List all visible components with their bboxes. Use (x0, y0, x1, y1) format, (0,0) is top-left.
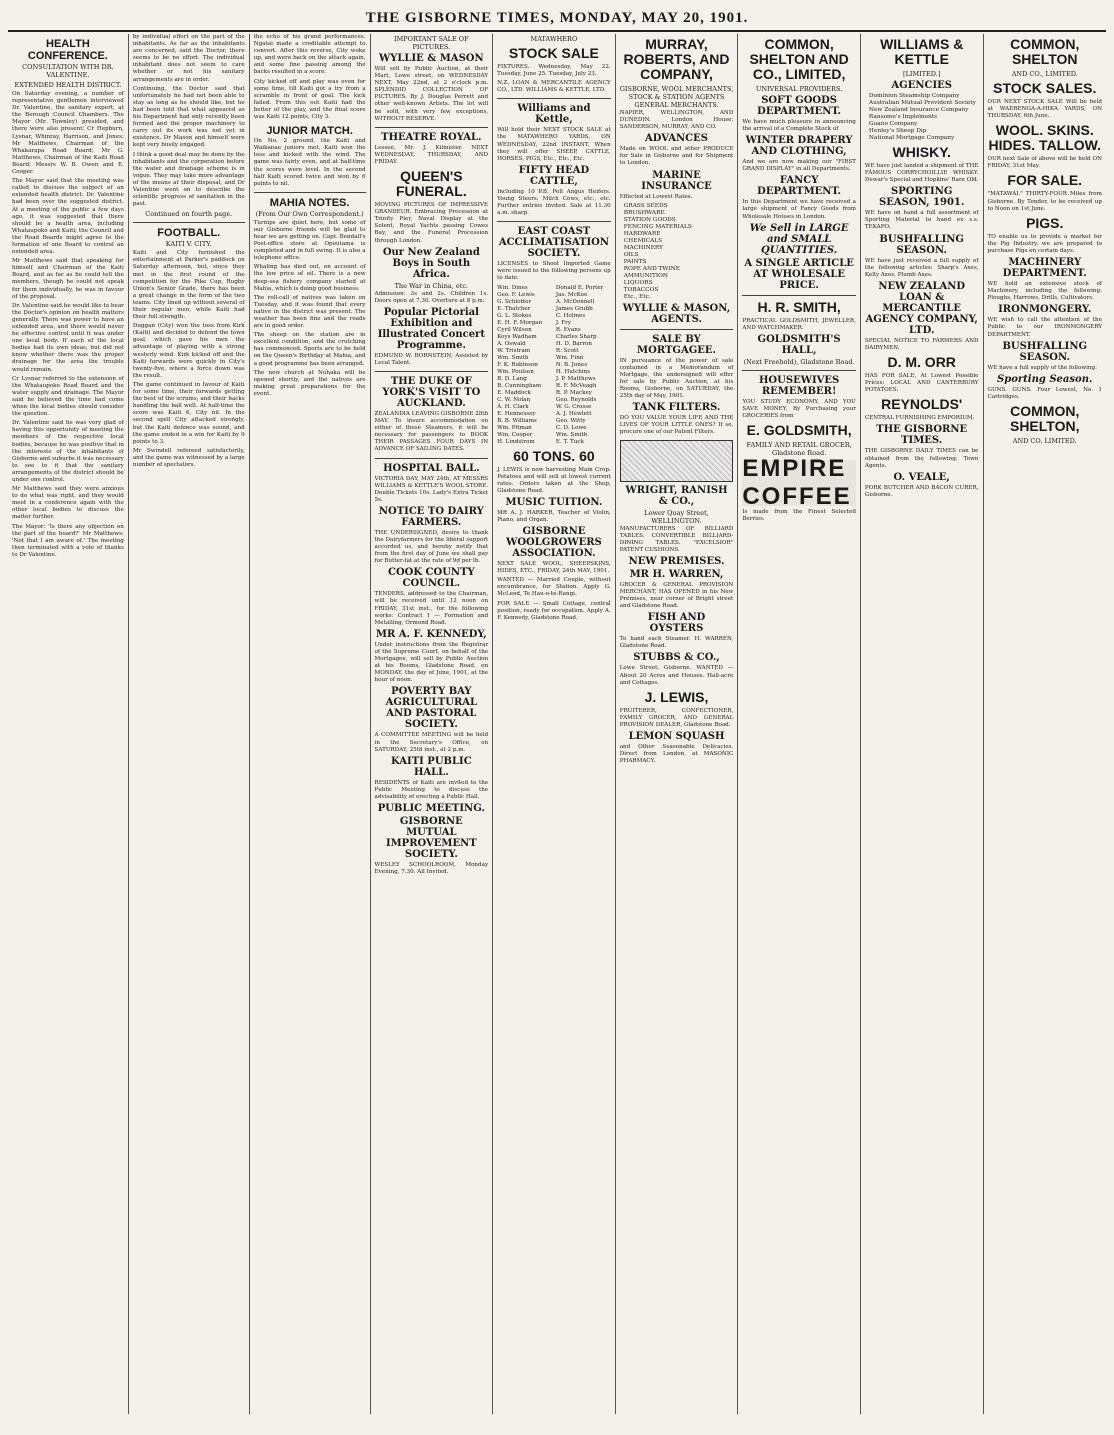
ad-subtitle: [LIMITED.] (903, 70, 941, 78)
article-paragraph: City kicked off and play was even for some time, till Kaiti got a try from a scramble in front of goal. The kick failed. From this out Kaiti had the better of the play, and the final score was Kaiti 12 points, City 3. (253, 78, 366, 121)
ad-text: FOR SALE — Small Cottage, central position, ready for occupation. Apply A. F. Kennedy, Gladstone Road. (497, 600, 611, 621)
ad-title: THEATRE ROYAL. (381, 131, 482, 143)
ad-text: SPECIAL NOTICE TO FARMERS AND DAIRYMEN. (864, 337, 979, 351)
ad-text: OUR NEXT STOCK SALE Will be held at WAERENGA-A-HIKA YARDS, ON THURSDAY, 6th June. (987, 99, 1102, 120)
ad-big-title: FOR SALE. (1007, 172, 1083, 189)
ad-text: NEXT SALE WOOL, SHEEPSKINS, HIDES, ETC., FRIDAY, 24th MAY, 1901. (497, 561, 611, 575)
headline: JUNIOR MATCH. (266, 125, 353, 138)
ad-text: ZEALANDIA LEAVING GISBORNE 28th MAY. To insure accommodation on either of these Steamers, it will be necessary for passengers to BOOK THEIR PASSAGES FOUR DAYS IN ADVANCE OF SAILING DATES. (374, 410, 489, 453)
ad-text: WANTED — Married Couple, without encumbrance, for Station. Apply G. McLeod, Te Hau-o-te-Rangi. (497, 577, 611, 598)
ad-title: COOK COUNTY COUNCIL. (387, 567, 475, 590)
divider (497, 98, 611, 99)
columns (8, 34, 1106, 1414)
ad-text: Including 10 P.B. Poll Angus Heifers. Young Steers. Milch Cows, etc., etc. Further entries invited. Sale at 11.30 a.m. sharp. (497, 188, 611, 217)
column-9 (984, 34, 1106, 1414)
ad-title: O. VEALE, (893, 471, 950, 483)
ad-text: THE GISBORNE DAILY TIMES can be obtained from the following: Town Agents. (864, 448, 979, 469)
ad-text: And we are now making our "FIRST GRAND DISPLAY" in all Departments. (742, 159, 856, 173)
ad-text: WE wish to call the attention of the Public to our IRONMONGERY DEPARTMENT. (987, 317, 1102, 338)
ad-big-title: J. LEWIS, (644, 688, 709, 705)
ad-big-title: COMMON, SHELTON (1010, 36, 1080, 67)
ad-text: GUNS. GUNS. Four Lowest, No. 1 Cartridges. (987, 386, 1102, 400)
billiard-table-illustration (620, 440, 734, 482)
ad-title: BUSHFALLING SEASON. (1002, 340, 1088, 363)
headline: MAHIA NOTES. (269, 196, 350, 209)
column-6 (616, 34, 739, 1414)
ad-text: WE have just landed a shipment of THE FAMOUS CORRYCHOILLIE WHISKY. Dewar's Special and Hopkins' Rare Old. (864, 163, 979, 184)
ad-text: WE hold an extensive stock of Machinery, including the following: Ploughs, Harrows, Drills, Cultivators. (987, 281, 1102, 302)
divider (375, 458, 489, 459)
license-names-left: Wm. Dines Geo. F. Lewis G. Schlotter E. Thatcher G. L. Stokes E. H. F. Morgan Cyril Wilson Keys Wadham A. Oswald W. Tristram Wm. Smith F. K. Robinson Wm. Poulsen B. D. Lang R. Cunningham E. Maddock C. W. Nolan A. H. Clark E. Hennessey B. B. Williams Wm. Pitman Wm. Cooper H. Lindstrom (497, 284, 543, 445)
ad-text: TENDERS, addressed to the Chairman, will be received until 12 noon on FRIDAY, 31st inst., for the following works: Contract 1 — Formation and Metalling, Ormond Road. (374, 591, 489, 626)
ad-text: Under instructions from the Registrar of the Supreme Court, on behalf of the Mortgagee, will sell by Public Auction at his Rooms, Gladstone Road, on MONDAY, the day of June, 1901, at the hour of noon. (374, 641, 489, 684)
article-paragraph: Cr Lysnar referred to the extension of the Whataupoko Road Board and the water supply and drainage. The Mayor said he believed the time had come when the local bodies should consider the question. (12, 375, 124, 418)
ad-subtitle: (Next Freehold), Gladstone Road. (743, 357, 855, 366)
divider (375, 127, 489, 128)
ad-big-title: COMMON, SHELTON AND CO., LIMITED, (749, 36, 849, 82)
ad-text: PRACTICAL GOLDSMITH, JEWELLER, AND WATCHMAKER. (742, 317, 856, 331)
article-paragraph: Continuing, the Doctor said that unfortunately he had not been able to stay as long as he should like, but he had been told that what appeared as his Department had only recently been formed and the proper machinery to carry out its work was not yet in existence. Dr Mason and himself were kept very busily engaged. (132, 85, 245, 149)
article-paragraph: Mr Matthews said they were anxious to do what was right, and they would meet in a conference again with the other local bodies to discuss the matter further. (12, 486, 124, 521)
ad-title: BUSHFALLING SEASON. (879, 233, 964, 256)
ad-title: AGENCIES (891, 80, 952, 91)
column-7 (738, 34, 861, 1414)
ad-text: MR A. J. HARKER, Teacher of Violin, Piano, and Organ. (497, 509, 611, 523)
ad-text: Will sell by Public Auction, at their Mart, Lowe street, on WEDNESDAY NEXT, May 22nd, at 2 o'clock p.m. SPLENDID COLLECTION OF PICTURES. By J. Douglas Perrett and other well-known Artists. The lot will be sold, with very few exceptions, WITHOUT RESERVE. (374, 66, 489, 122)
ad-big-title: D. M. ORR (887, 354, 956, 371)
ad-title: STUBBS & CO., (633, 652, 720, 664)
ad-title: NOTICE TO DAIRY FARMERS. (378, 505, 484, 528)
article-paragraph: On No. 2 ground, the Kaiti and Waikanae juniors met. Kaiti won the toss and kicked with the wind. The game was fairly even, and at half-time the scores were level. In the second half Kaiti scored twice and won by 6 points to nil. (253, 138, 366, 187)
ad-title: GOLDSMITH'S HALL, (757, 333, 841, 356)
ad-text: FIXTURES. Wednesday, May 22. Tuesday, June 25. Tuesday, July 23. (497, 64, 611, 78)
article-paragraph: The new church at Nuhaka will be opened shortly, and the natives are making great preparations for the event. (253, 369, 366, 397)
article-paragraph: On Saturday evening, a number of representative gentlemen interviewed Dr. Valentine, the sanitary expert, at the Borough Council Chambers. The Mayor (Mr. Townley) presided, and there were also present: Cr Hepburn, Lysnar, Whinray, Harrison, and Jones; Mr Matthews, Chairman of the Whakarapa Road Board; Mr G. Matthews, Chairman of the Kaiti Road Board; Messrs W. B. Owen and E. Cooper. (12, 91, 124, 176)
subheading: CONSULTATION WITH DR. VALENTINE. (22, 63, 114, 79)
ad-big-title: WHISKY. (892, 144, 951, 160)
ad-title: MACHINERY DEPARTMENT. (1002, 257, 1087, 280)
article-paragraph: Mr Matthews said that speaking for himself and Chairman of the Kaiti Board, and as far as he could tell the members, though he could not speak for them individually, he was in favour of the proposal. (12, 258, 124, 300)
ad-text: "MATAWAI." THIRTY-FOUR Miles from Gisborne. By Tender, to be received up to Noon on 1st June. (987, 191, 1102, 212)
article-paragraph: The sheep on the station are in excellent condition, and the crutching has commenced. Sports are to be held on the Queen's Birthday at Mahia, and a good programme has been arranged. (253, 332, 366, 367)
ad-big-title: PIGS. (1026, 214, 1064, 231)
ad-subtitle: AND CO. LIMITED. (1012, 436, 1077, 445)
ad-title: HOUSEWIVES REMEMBER! (758, 374, 840, 397)
ad-text: DO YOU VALUE YOUR LIFE AND THE LIVES OF YOUR LITTLE ONES? If so, procure one of our Patent Filters. (619, 415, 734, 436)
ad-title: MUSIC TUITION. (505, 496, 603, 508)
article-paragraph: The Mayor: 'Is there any objection on the part of the board?' Mr Matthews: 'Not that I am aware of.' The meeting then terminated with a vote of thanks to Dr Valentine. (12, 523, 124, 558)
ad-subtitle: The War in China, etc. (394, 281, 469, 290)
ad-text: EDMUND W. BORNSTEIN, Assisted by Local Talent. (374, 352, 489, 366)
divider (133, 222, 245, 223)
ad-text: THE UNDERSIGNED, desire to thank the Dairyfarmers for the liberal support accorded us, and hereby notify that from the first day of June we shall pay for Butter-fat at the rate of 9d per lb. (374, 529, 489, 565)
ad-title: Williams and Kettle, (517, 103, 591, 126)
article-paragraph: The Mayor said that the meeting was called to discuss the subject of an extended health district. Dr. Valentine had been over the suggested district. At a meeting of the public a few days ago, it was suggested that there should be a health area, including Whataupoko and Kaiti; the Council and the Road Boards might agree to the formation of one Board to control an extended area. (12, 178, 124, 256)
ad-big-title: REYNOLDS' (881, 396, 963, 413)
ad-title: SPORTING SEASON, 1901. (879, 186, 965, 209)
article-paragraph: by individual effort on the part of the inhabitants. As far as the inhabitants are concerned, said the Doctor, there seems to be no effort. The individual inhabitant does not seem to care whether or not his sanitary arrangements are in order. (132, 34, 245, 83)
ad-text: Effected at Lowest Rates. (619, 193, 693, 200)
ad-title: Popular Pictorial Exhibition and Illustrated Concert Programme. (377, 306, 485, 351)
ad-title: IRONMONGERY. (998, 304, 1092, 316)
ad-title: THE GISBORNE TIMES. (876, 424, 968, 447)
ad-title: Sporting Season. (997, 373, 1093, 385)
ad-text: Admission: 3s and 2s. Children 1s. Doors open at 7.30. Overture at 8 p.m. (374, 290, 489, 304)
ad-big-title: STOCK SALES. (993, 80, 1097, 96)
ad-big-title: E. GOLDSMITH, (746, 422, 852, 439)
ad-title: MARINE INSURANCE (641, 169, 712, 192)
divider (375, 371, 489, 372)
ad-big-title: H. R. SMITH, (757, 298, 841, 315)
ad-title: Our New Zealand Boys in South Africa. (382, 246, 480, 280)
ad-heading: MATAWHERO (530, 35, 578, 43)
ad-big-title: COMMON, SHELTON, (1009, 402, 1080, 434)
ad-big-title: WILLIAMS & KETTLE (880, 36, 964, 67)
ad-text: CENTRAL FURNISHING EMPORIUM. (864, 415, 975, 422)
ad-text: MANUFACTURERS OF BILLIARD TABLES. CONVERTIBLE BILLIARD-DINING TABLES. "EXCELSIOR" PATENT CUSHIONS. (619, 525, 734, 553)
newspaper-page (8, 8, 1106, 1418)
ad-text: YOU STUDY ECONOMY, AND YOU SAVE MONEY, By Purchasing your GROCERIES from (742, 398, 856, 420)
ad-title: GISBORNE WOOLGROWERS ASSOCIATION. (506, 526, 602, 560)
article-paragraph: Dr. Valentine said he was very glad of having this opportunity of meeting the members of the respective local bodies, because he was positive that in the interests of the inhabitants of Gisborne and suburbs it was necessary to see to it that the sanitary arrangements of the district should be under one control. (12, 420, 124, 483)
ad-title: WYLLIE & MASON (379, 53, 484, 64)
ad-big-title: QUEEN'S FUNERAL. (395, 168, 467, 200)
divider (620, 329, 734, 330)
column-4 (371, 34, 494, 1414)
ad-subtitle: AND CO., LIMITED. (1011, 70, 1078, 78)
empire-coffee-banner: EMPIRE COFFEE (742, 460, 856, 506)
ad-subtitle: FAMILY AND RETAIL GROCER, Gladstone Road. (746, 441, 852, 458)
article-paragraph: Mr Swindell refereed satisfactorily, and the game was witnessed by a large number of spectators. (132, 447, 245, 468)
ad-big-title: 60 TONS. 60 (513, 447, 595, 464)
ad-subtitle: Lower Quay Street, WELLINGTON. (644, 508, 709, 525)
subheading: KAITI V. CITY. (165, 240, 212, 249)
article-paragraph: I think a good deal may be done by the inhabitants and the corporation before the water and drainage scheme is in vogue. They may take more advantage of the means at their disposal, and Dr Valentine went on to describe the scientific progress of sanitation in the past. (132, 151, 245, 208)
ad-text: WE have a full supply of the following: (987, 364, 1097, 371)
ad-text: IN pursuance of the power of sale contained in a Memorandum of Mortgage, the undersigned will offer for sale by Public Auction, at his Rooms, Gisborne, on SATURDAY, the 25th day of May, 1901. (619, 357, 734, 400)
ad-text: A COMMITTEE MEETING will be held in the Secretary's Office, on SATURDAY, 25th inst., at 2 p.m. (374, 732, 489, 753)
ad-title: WINTER DRAPERY AND CLOTHING, (745, 135, 853, 158)
article-paragraph: the echo of his grand performances. Ngatai made a creditable attempt to convert. After this reverse, City woke up, and were back on the attack again, and some fine passing among the backs resulted in a score. (253, 34, 366, 76)
ad-title: PUBLIC MEETING. (377, 802, 485, 814)
ad-text: N.Z. LOAN & MERCANTILE AGENCY CO., LTD. WILLIAMS & KETTLE, LTD. (497, 80, 611, 94)
ad-title: We Sell in LARGE and SMALL QUANTITIES. (749, 222, 849, 256)
divider (742, 295, 856, 296)
ad-title: POVERTY BAY AGRICULTURAL AND PASTORAL SOCIETY. (385, 686, 478, 731)
ad-text: HAS FOR SALE, At Lowest Possible Prices: LOCAL AND CANTERBURY POTATOES. (864, 373, 979, 394)
column-2 (129, 34, 250, 1414)
ad-text: LICENSES to Shoot Imported Game were issued to the following persons up to date: (497, 261, 611, 282)
license-list (497, 285, 611, 446)
ad-title: TANK FILTERS. (632, 402, 721, 414)
ad-subtitle: GISBORNE, WOOL MERCHANTS, STOCK & STATION AGENTS GENERAL MERCHANTS. (619, 85, 734, 109)
ad-title: EAST COAST ACCLIMATISATION SOCIETY. (498, 226, 610, 260)
article-paragraph: Kaiti and City furnished the entertainment at Parker's paddock on Saturday afternoon, but, since they met in the first round of the competition for the Pike Cup, Rugby Union's Senior Grade, there has been a great change in the form of the two teams. City lined up without several of their regular men, while Kaiti had their full strength. (132, 250, 245, 321)
ad-text: TO enable us to provide a market for the Pig Industry, we are prepared to purchase Pigs on certain days. (987, 233, 1102, 254)
subheading: EXTENDED HEALTH DISTRICT. (14, 81, 122, 89)
column-3 (250, 34, 371, 1414)
ad-text: Is made from the Finest Selected Berries. (742, 509, 856, 523)
article-paragraph: Turnips are quiet here, but some of our Gisborne friends will be glad to hear we are getting on. Capt. Bendall's Post-office store at Opoutama is completed and in full swing. It is also a telephone office. (253, 219, 366, 262)
ad-text: Will hold their NEXT STOCK SALE at the MATAWHERO YARDS, ON WEDNESDAY, 22nd INSTANT, When they will offer SHEEP, CATTLE, HORSES, PIGS, Etc., Etc., Etc. (497, 127, 611, 162)
ad-title: NEW ZEALAND LOAN & MERCANTILE AGENCY COMPANY, LTD. (865, 280, 978, 336)
ad-title: A SINGLE ARTICLE AT WHOLESALE PRICE. (744, 257, 854, 291)
ad-title: KAITI PUBLIC HALL. (390, 755, 472, 778)
headline: FOOTBALL. (157, 227, 221, 240)
ad-big-title: STOCK SALE (508, 45, 599, 61)
article-paragraph: The roll-call of natives was taken on Tuesday, and it was found that every native in the district was present. The weather has been fine and the roads are in good order. (253, 294, 366, 330)
masthead (8, 8, 1106, 32)
ad-subtitle: UNIVERSAL PROVIDERS. (755, 85, 843, 93)
article-paragraph: Dr. Valentine said he would like to hear the Doctor's opinion on health matters generally. There was power to have an extended area, and there would never be effective control until it was under one local body. If each of the local bodies had its own ideas, but did not know whether there was the proper drainage for the area the trouble would remain. (12, 302, 124, 373)
ad-text: NAPIER, WELLINGTON, AND DUNEDIN. London House: SANDERSON, MURRAY, AND CO. (619, 110, 734, 131)
ad-title: FANCY DEPARTMENT. (757, 175, 842, 198)
ad-text: OUR next Sale of above will be held ON FRIDAY, 31st May. (987, 156, 1102, 170)
headline: HEALTH CONFERENCE. (27, 38, 108, 62)
column-1 (8, 34, 129, 1414)
ad-title: MR A. F. KENNEDY, (375, 628, 487, 640)
ad-text: WE have just received a full supply of the following articles: Sharp's Axes, Kelly Axes, Plumb Axes. (864, 257, 979, 278)
ad-text: RESIDENTS of Kaiti are invited to the Public Meeting to discuss the advisability of erecting a Public Hall. (374, 779, 489, 800)
ad-title: NEW PREMISES. (628, 555, 725, 567)
ad-text: J. LEWIS is now harvesting Main Crop. Potatoes and will sell at lowest current rates. Orders taken at the Shop, Gladstone Road. (497, 466, 611, 494)
masthead-title: THE GISBORNE TIMES, MONDAY, MAY 20, 1901. (365, 10, 749, 26)
ad-text: FRUITERER, CONFECTIONER, FAMILY GROCER, AND GENERAL PROVISION DEALER, Gladstone Road. (619, 707, 734, 728)
license-names-right: Donald E. Porter Jas. McKee A. McDonnell James Grubb C. Holmes J. Fry R. Evans Charles Sharp H. D. Barron R. Scott Wm. Finn N. B. Jones H. Hutchins J. P. Matthews R. F. McVeagh R. P. Mackey Geo. Reynolds W. G. Crosse A. J. Hewlett Geo. Witty C. D. Lowe Wm. Smith E. T. Tuck (555, 284, 604, 445)
ad-title: HOSPITAL BALL. (383, 462, 480, 474)
column-8 (861, 34, 984, 1414)
ad-text: In this Department we have received a large shipment of Fancy Goods from Wholesale Houses in London. (742, 199, 856, 220)
ad-title: FISH AND OYSTERS (647, 612, 706, 635)
ad-title: ADVANCES (645, 133, 708, 145)
ad-title: WYLLIE & MASON, AGENTS. (622, 302, 731, 325)
ad-big-title: WOOL. SKINS. HIDES. TALLOW. (988, 122, 1101, 154)
goods-list: GRASS SEEDS BRUSHWARE STATION GOODS FENCING MATERIALS HARDWARE CHEMICALS MACHINERY OILS PAINTS ROPE AND TWINE AMMUNITION LIQUORS TOBACCOS Etc., Etc. (623, 202, 692, 300)
ad-text: Lowe Street, Gisborne. WANTED — About 20 Acres and Houses. Hall-acre and Cottages. (619, 665, 734, 686)
ad-title: SOFT GOODS DEPARTMENT. (757, 95, 842, 117)
ad-text: Lessee, Mr. J. Kilmister. NEXT WEDNESDAY, THURSDAY, AND FRIDAY. (374, 144, 489, 165)
ad-text: MOVING PICTURES OF IMPRESSIVE GRANDEUR. Embracing Procession at Trinity Pier, Naval Display at the Solent, Royal Yachts passing Cowes Bay, and the Funeral Procession through London. (374, 202, 489, 244)
column-5 (493, 34, 616, 1414)
ad-heading: IMPORTANT SALE OF PICTURES. (394, 35, 469, 51)
agencies-list: Dominion Steamship Company Australian Mutual Provident Society New Zealand Insurance Company Ransome's Implements Guano Company Henley's Sheep Dip National Mortgage Company (868, 93, 976, 141)
divider (497, 221, 611, 222)
ad-title: FIFTY HEAD CATTLE, (518, 164, 590, 187)
ad-text: GROCER & GENERAL PROVISION MERCHANT, HAS OPENED in his New Premises, near corner of Bright street and Gladstone Road. (619, 581, 734, 610)
article-paragraph: Duggan (City) won the toss from Kirk (Kaiti) and decided to defend the town goal, which gave his men the advantage of playing with a strong westerly wind. Kirk kicked off and the Kaiti forwards were quickly in City's twenty-five, where a force down was the result. (132, 323, 245, 379)
divider (254, 192, 366, 193)
subheading: (From Our Own Correspondent.) (255, 209, 364, 218)
ad-title: THE DUKE OF YORK'S VISIT TO AUCKLAND. (382, 375, 481, 409)
divider (742, 370, 856, 371)
ad-text: WE have on hand a full assortment of Sporting Material to hand ex s.s. TEKAPO. (864, 210, 979, 231)
ad-title: GISBORNE MUTUAL IMPROVEMENT SOCIETY. (385, 815, 477, 860)
ad-text: We have much pleasure in announcing the arrival of a Complete Stock of (742, 119, 856, 133)
ad-text: PORK BUTCHER AND BACON CURER, Gisborne. (864, 484, 979, 498)
ad-title: WRIGHT, RANISH & CO., (625, 484, 728, 507)
ad-title: LEMON SQUASH (628, 731, 725, 742)
article-paragraph: Whaling has died out, on account of the low price of oil. There is a new deep-sea fishery company started at Mahia, which is doing good business. (253, 264, 366, 292)
ad-text: WESLEY SCHOOLROOM, Monday Evening, 7.30. All Invited. (374, 861, 489, 876)
article-paragraph: The game continued in favour of Kaiti for some time, their forwards getting the best of the scrums, and their backs handling the ball well. At half-time the score was Kaiti 6, City nil. In the second spell City attacked strongly, but the Kaiti defence was sound, and the game ended in a win for Kaiti by 9 points to 3. (132, 381, 245, 445)
ad-big-title: MURRAY, ROBERTS, AND COMPANY, (623, 36, 730, 82)
ad-text: and Other Seasonable Delicacies. Direct from London. at MASONIC PHARMACY. (619, 744, 734, 765)
ad-title: MR H. WARREN, (629, 568, 724, 580)
ad-text: VICTORIA DAY, MAY 24th, AT MESSRS WILLIAMS & KETTLE'S WOOL STORE. Double Tickets 10s. Lady's Extra Ticket 5s. (374, 475, 489, 503)
ad-title: SALE BY MORTGAGEE. (637, 333, 716, 356)
ad-text: Made on WOOL and other PRODUCE for Sale in Gisborne and for Shipment to London. (619, 146, 734, 167)
continued-note: Continued on fourth page. (145, 210, 233, 219)
ad-text: To hand each Steamer. H. WARREN, Gladstone Road. (619, 636, 734, 650)
